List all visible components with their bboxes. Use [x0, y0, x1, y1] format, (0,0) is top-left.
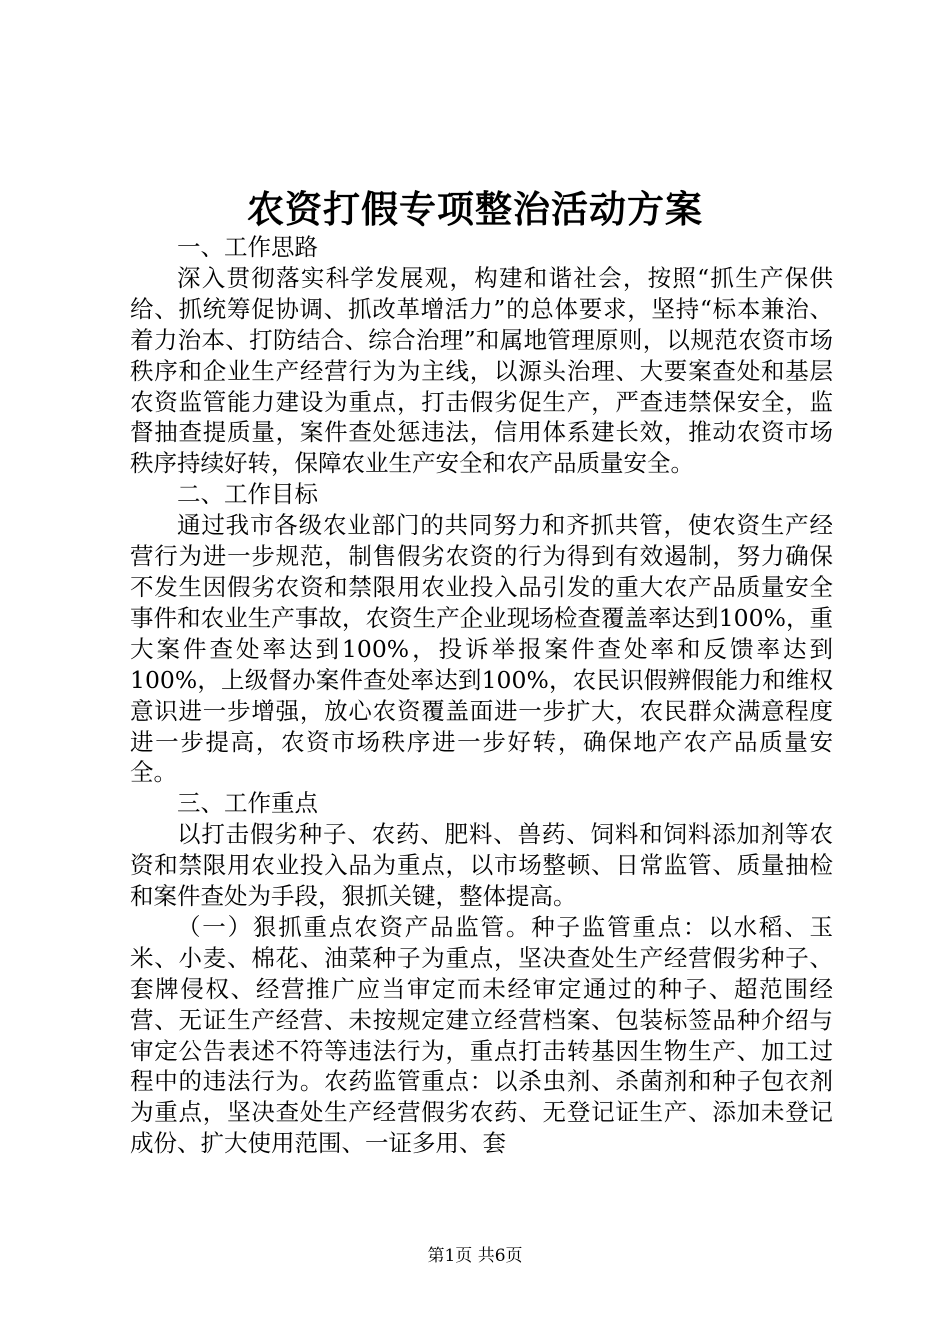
paragraph: （一）狠抓重点农资产品监管。种子监管重点：以水稻、玉米、小麦、棉花、油菜种子为重点，坚决查处生产经营假劣种子、套牌侵权、经营推广应当审定而未经审定通过的种子、超范围经营、无证生产经营、未按规定建立经营档案、包装标签品种介绍与审定公告表述不符等违法行为，重点打击转基因生物生产、加工过程中的违法行为。农药监管重点：以杀虫剂、杀菌剂和种子包衣剂为重点，坚决查处生产经营假劣农药、无登记证生产、添加未登记成份、扩大使用范围、一证多用、套	[130, 912, 833, 1158]
paragraph: 通过我市各级农业部门的共同努力和齐抓共管，使农资生产经营行为进一步规范，制售假劣农资的行为得到有效遏制，努力确保不发生因假劣农资和禁限用农业投入品引发的重大农产品质量安全事件和农业生产事故，农资生产企业现场检查覆盖率达到100%，重大案件查处率达到100%，投诉举报案件查处率和反馈率达到100%，上级督办案件查处率达到100%，农民识假辨假能力和维权意识进一步增强，放心农资覆盖面进一步扩大，农民群众满意程度进一步提高，农资市场秩序进一步好转，确保地产农产品质量安全。	[130, 511, 833, 787]
page-number-footer: 第1页 共6页	[427, 1246, 523, 1266]
paragraph: 以打击假劣种子、农药、肥料、兽药、饲料和饲料添加剂等农资和禁限用农业投入品为重点，以市场整顿、日常监管、质量抽检和案件查处为手段，狠抓关键，整体提高。	[130, 820, 833, 911]
section-heading: 二、工作目标	[177, 480, 318, 509]
section-heading: 一、工作思路	[177, 233, 318, 261]
document-title: 农资打假专项整治活动方案	[247, 187, 703, 231]
paragraph: 深入贯彻落实科学发展观，构建和谐社会，按照“抓生产保供给、抓统筹促协调、抓改革增活力”的总体要求，坚持“标本兼治、着力治本、打防结合、综合治理”和属地管理原则，以规范农资市场秩序和企业生产经营行为为主线，以源头治理、大要案查处和基层农资监管能力建设为重点，打击假劣促生产，严查违禁保安全，监督抽查提质量，案件查处惩违法，信用体系建长效，推动农资市场秩序持续好转，保障农业生产安全和农产品质量安全。	[130, 263, 833, 478]
document-body	[130, 232, 833, 1159]
section-heading: 三、工作重点	[177, 789, 318, 818]
